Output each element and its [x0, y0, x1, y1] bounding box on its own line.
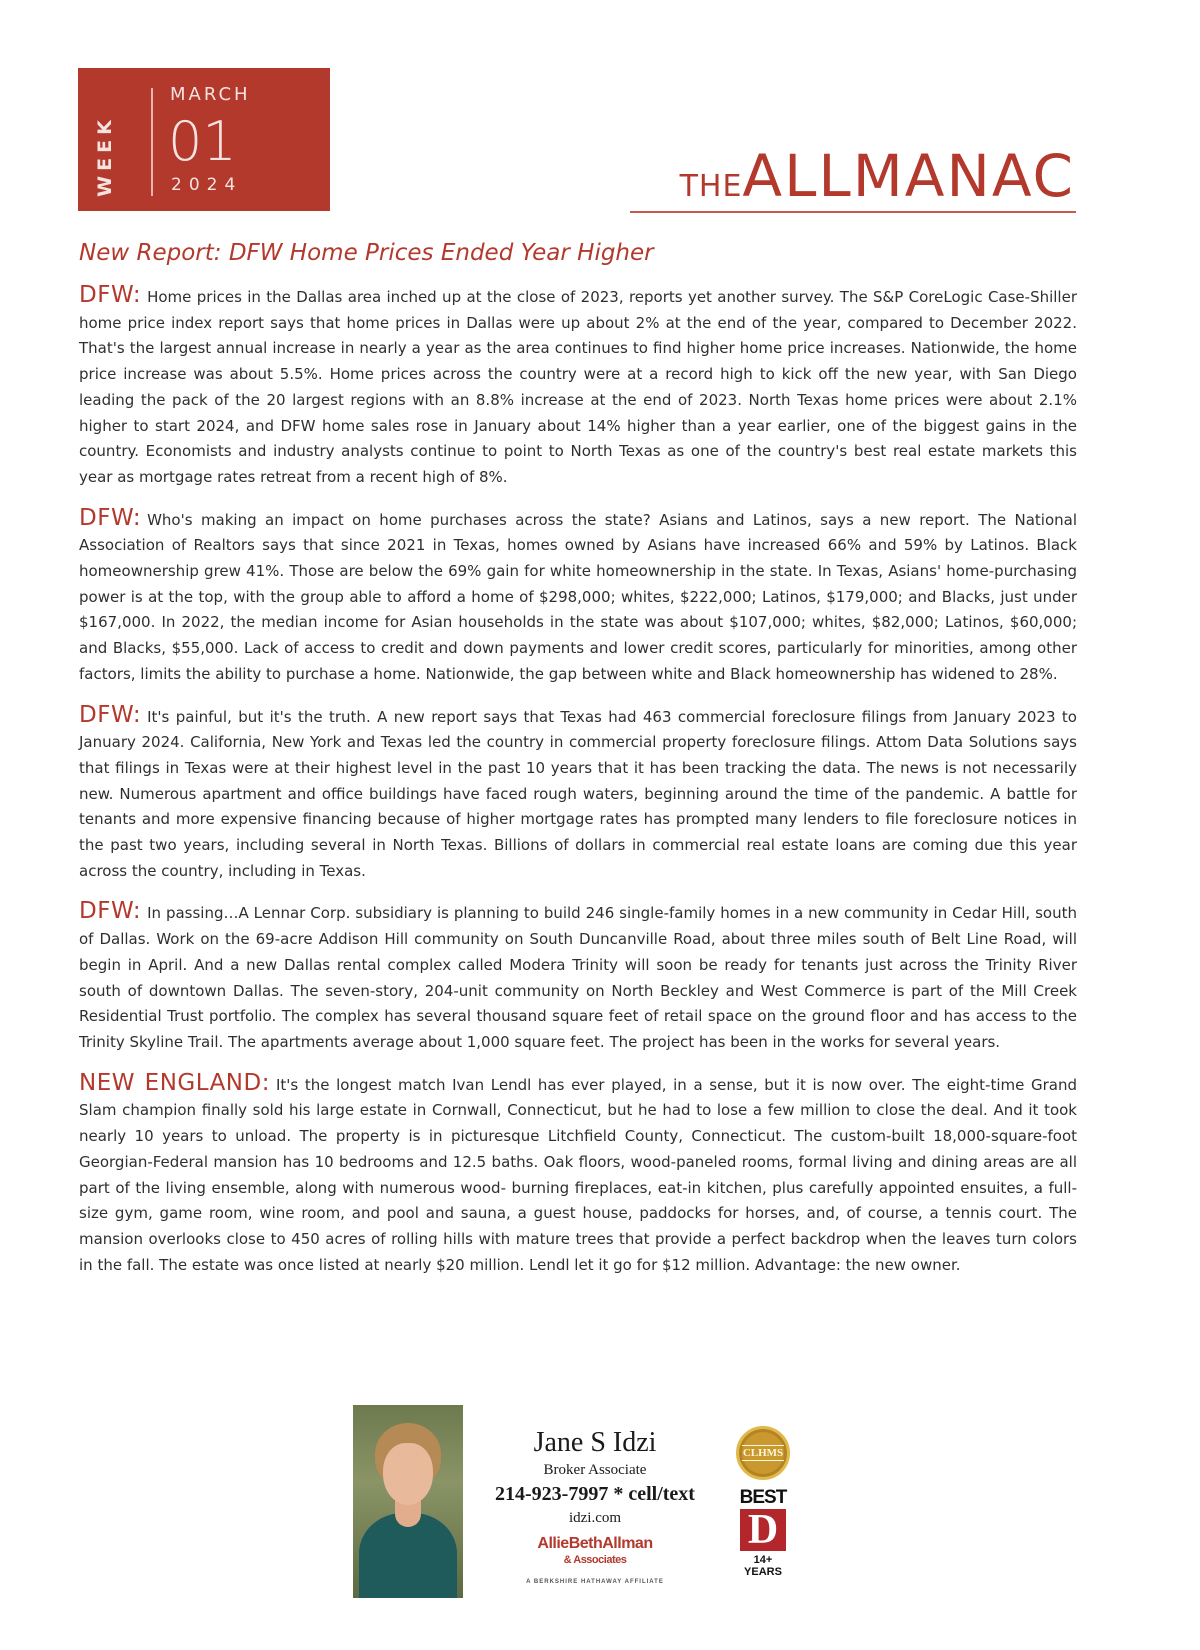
agent-website[interactable]: idzi.com: [568, 1510, 622, 1526]
article-dateline: DFW:: [79, 504, 142, 531]
article-text: In passing…A Lennar Corp. subsidiary is planning to build 246 single-family homes in a new community in Cedar Hill, south of Dallas. Work on the 69-acre Addison Hill community on South Duncanville Road, about three miles south of Belt Line Road, will begin in April. And a new Dallas rental complex called Modera Trinity will soon be ready for tenants just across the Trinity River south of downtown Dallas. The seven-story, 204-unit community on North Beckley and West Commerce is part of the Mill Creek Residential Trust portfolio. The complex has several thousand square feet of retail space on the ground floor and has access to the Trinity Skyline Trail. The apartments average about 1,000 square feet. The project has been in the works for several years.: [79, 904, 1077, 1051]
clhms-seal-icon: [736, 1426, 790, 1480]
article-1: [79, 283, 1077, 491]
week-label: WEEK: [94, 115, 116, 197]
agent-card: [480, 1426, 710, 1590]
week-divider: [151, 88, 153, 196]
best-d-letter: D: [740, 1509, 786, 1551]
article-2: [79, 506, 1077, 688]
week-month: MARCH: [170, 84, 251, 105]
masthead-the: THE: [679, 169, 743, 204]
agent-name: Jane S Idzi: [533, 1427, 657, 1458]
week-number: 01: [168, 110, 237, 173]
article-text: Home prices in the Dallas area inched up at the close of 2023, reports yet another survey. The S&P CoreLogic Case-Shiller home price index report says that home prices in Dallas were up about 2% at the end of the year, compared to December 2022. That's the largest annual increase in nearly a year as the area continues to find higher home price increases. Nationwide, the home price increase was about 5.5%. Home prices across the country were at a record high to kick off the new year, with San Diego leading the pack of the 20 largest regions with an 8.8% increase at the end of 2023. North Texas home prices were about 2.1% higher to start 2024, and DFW home sales rose in January about 14% higher than a year earlier, one of the biggest gains in the country. Economists and industry analysts continue to point to North Texas as one of the country's best real estate markets this year as mortgage rates retreat from a recent high of 8%.: [79, 288, 1077, 486]
article-dateline: DFW:: [79, 898, 142, 925]
article-5: [79, 1071, 1077, 1279]
article-text: Who's making an impact on home purchases across the state? Asians and Latinos, says a new report. The National Association of Realtors says that since 2021 in Texas, homes owned by Asians have increased 66% and 59% by Latinos. Black homeownership grew 41%. Those are below the 69% gain for white homeownership in the state. In Texas, Asians' home-purchasing power is at the top, with the group able to afford a home of $298,000; whites, $222,000; Latinos, $179,000; and Blacks, just under $167,000. In 2022, the median income for Asian households in the state was about $107,000; whites, $82,000; Latinos, $60,000; and Blacks, $55,000. Lack of access to credit and down payments and lower credit scores, particularly for minorities, among other factors, limits the ability to purchase a home. Nationwide, the gap between white and Black homeownership has widened to 28%.: [79, 510, 1077, 683]
article-4: [79, 899, 1077, 1055]
masthead-title: ALLMANAC: [742, 142, 1075, 210]
best-years: 14+ YEARS: [744, 1554, 782, 1578]
agent-title: Broker Associate: [543, 1462, 647, 1478]
brokerage-name: AllieBethAllman: [537, 1535, 653, 1552]
masthead: [680, 142, 1075, 210]
week-year: 2024: [171, 175, 243, 195]
article-text: It's the longest match Ivan Lendl has ever played, in a sense, but it is now over. The eight-time Grand Slam champion finally sold his large estate in Cornwall, Connecticut, but he had to lose a few million to close the deal. And it took nearly 10 years to unload. The property is in picturesque Litchfield County, Connecticut. The custom-built 18,000-square-foot Georgian-Federal mansion has 10 bedrooms and 12.5 baths. Oak floors, wood-paneled rooms, formal living and dining areas are all part of the living ensemble, along with numerous wood- burning fireplaces, eat-in kitchen, plus carefully appointed ensuites, a full-size gym, game room, wine room, and pool and sauna, a guest house, paddocks for horses, and, of course, a tennis court. The mansion overlooks close to 450 acres of rolling hills with mature trees that provide a perfect backdrop when the leaves turn colors in the fall. The estate was once listed at nearly $20 million. Lendl let it go for $12 million. Advantage: the new owner.: [79, 1075, 1077, 1274]
article-dateline: DFW:: [79, 701, 142, 728]
article-dateline: NEW ENGLAND:: [79, 1069, 270, 1096]
seal-text: CLHMS: [742, 1447, 784, 1459]
best-word: BEST: [739, 1487, 787, 1508]
brokerage-sub: & Associates: [563, 1554, 627, 1566]
masthead-rule: [630, 211, 1076, 213]
best-d-badge-icon: [734, 1488, 792, 1578]
articles: [79, 283, 1077, 1293]
article-3: [79, 703, 1077, 885]
article-dateline: DFW:: [79, 282, 142, 308]
article-text: It's painful, but it's the truth. A new report says that Texas had 463 commercial foreclosure filings from January 2023 to January 2024. California, New York and Texas led the country in commercial property foreclosure filings. Attom Data Solutions says that filings in Texas were at their highest level in the past 10 years that it has been tracking the data. The news is not necessarily new. Numerous apartment and office buildings have faced rough waters, beginning around the time of the pandemic. A battle for tenants and more expensive financing because of higher mortgage rates has prompted many lenders to file foreclosure notices in the past two years, including several in North Texas. Billions of dollars in commercial real estate loans are coming due this year across the country, including in Texas.: [79, 707, 1077, 880]
agent-photo-face: [383, 1443, 433, 1505]
brokerage-tagline: A BERKSHIRE HATHAWAY AFFILIATE: [526, 1579, 664, 1585]
week-box: [78, 68, 330, 211]
brokerage-logo: [480, 1536, 710, 1590]
headline: New Report: DFW Home Prices Ended Year Higher: [79, 240, 654, 266]
agent-phone[interactable]: 214-923-7997 * cell/text: [495, 1483, 695, 1505]
agent-photo: [353, 1405, 463, 1598]
